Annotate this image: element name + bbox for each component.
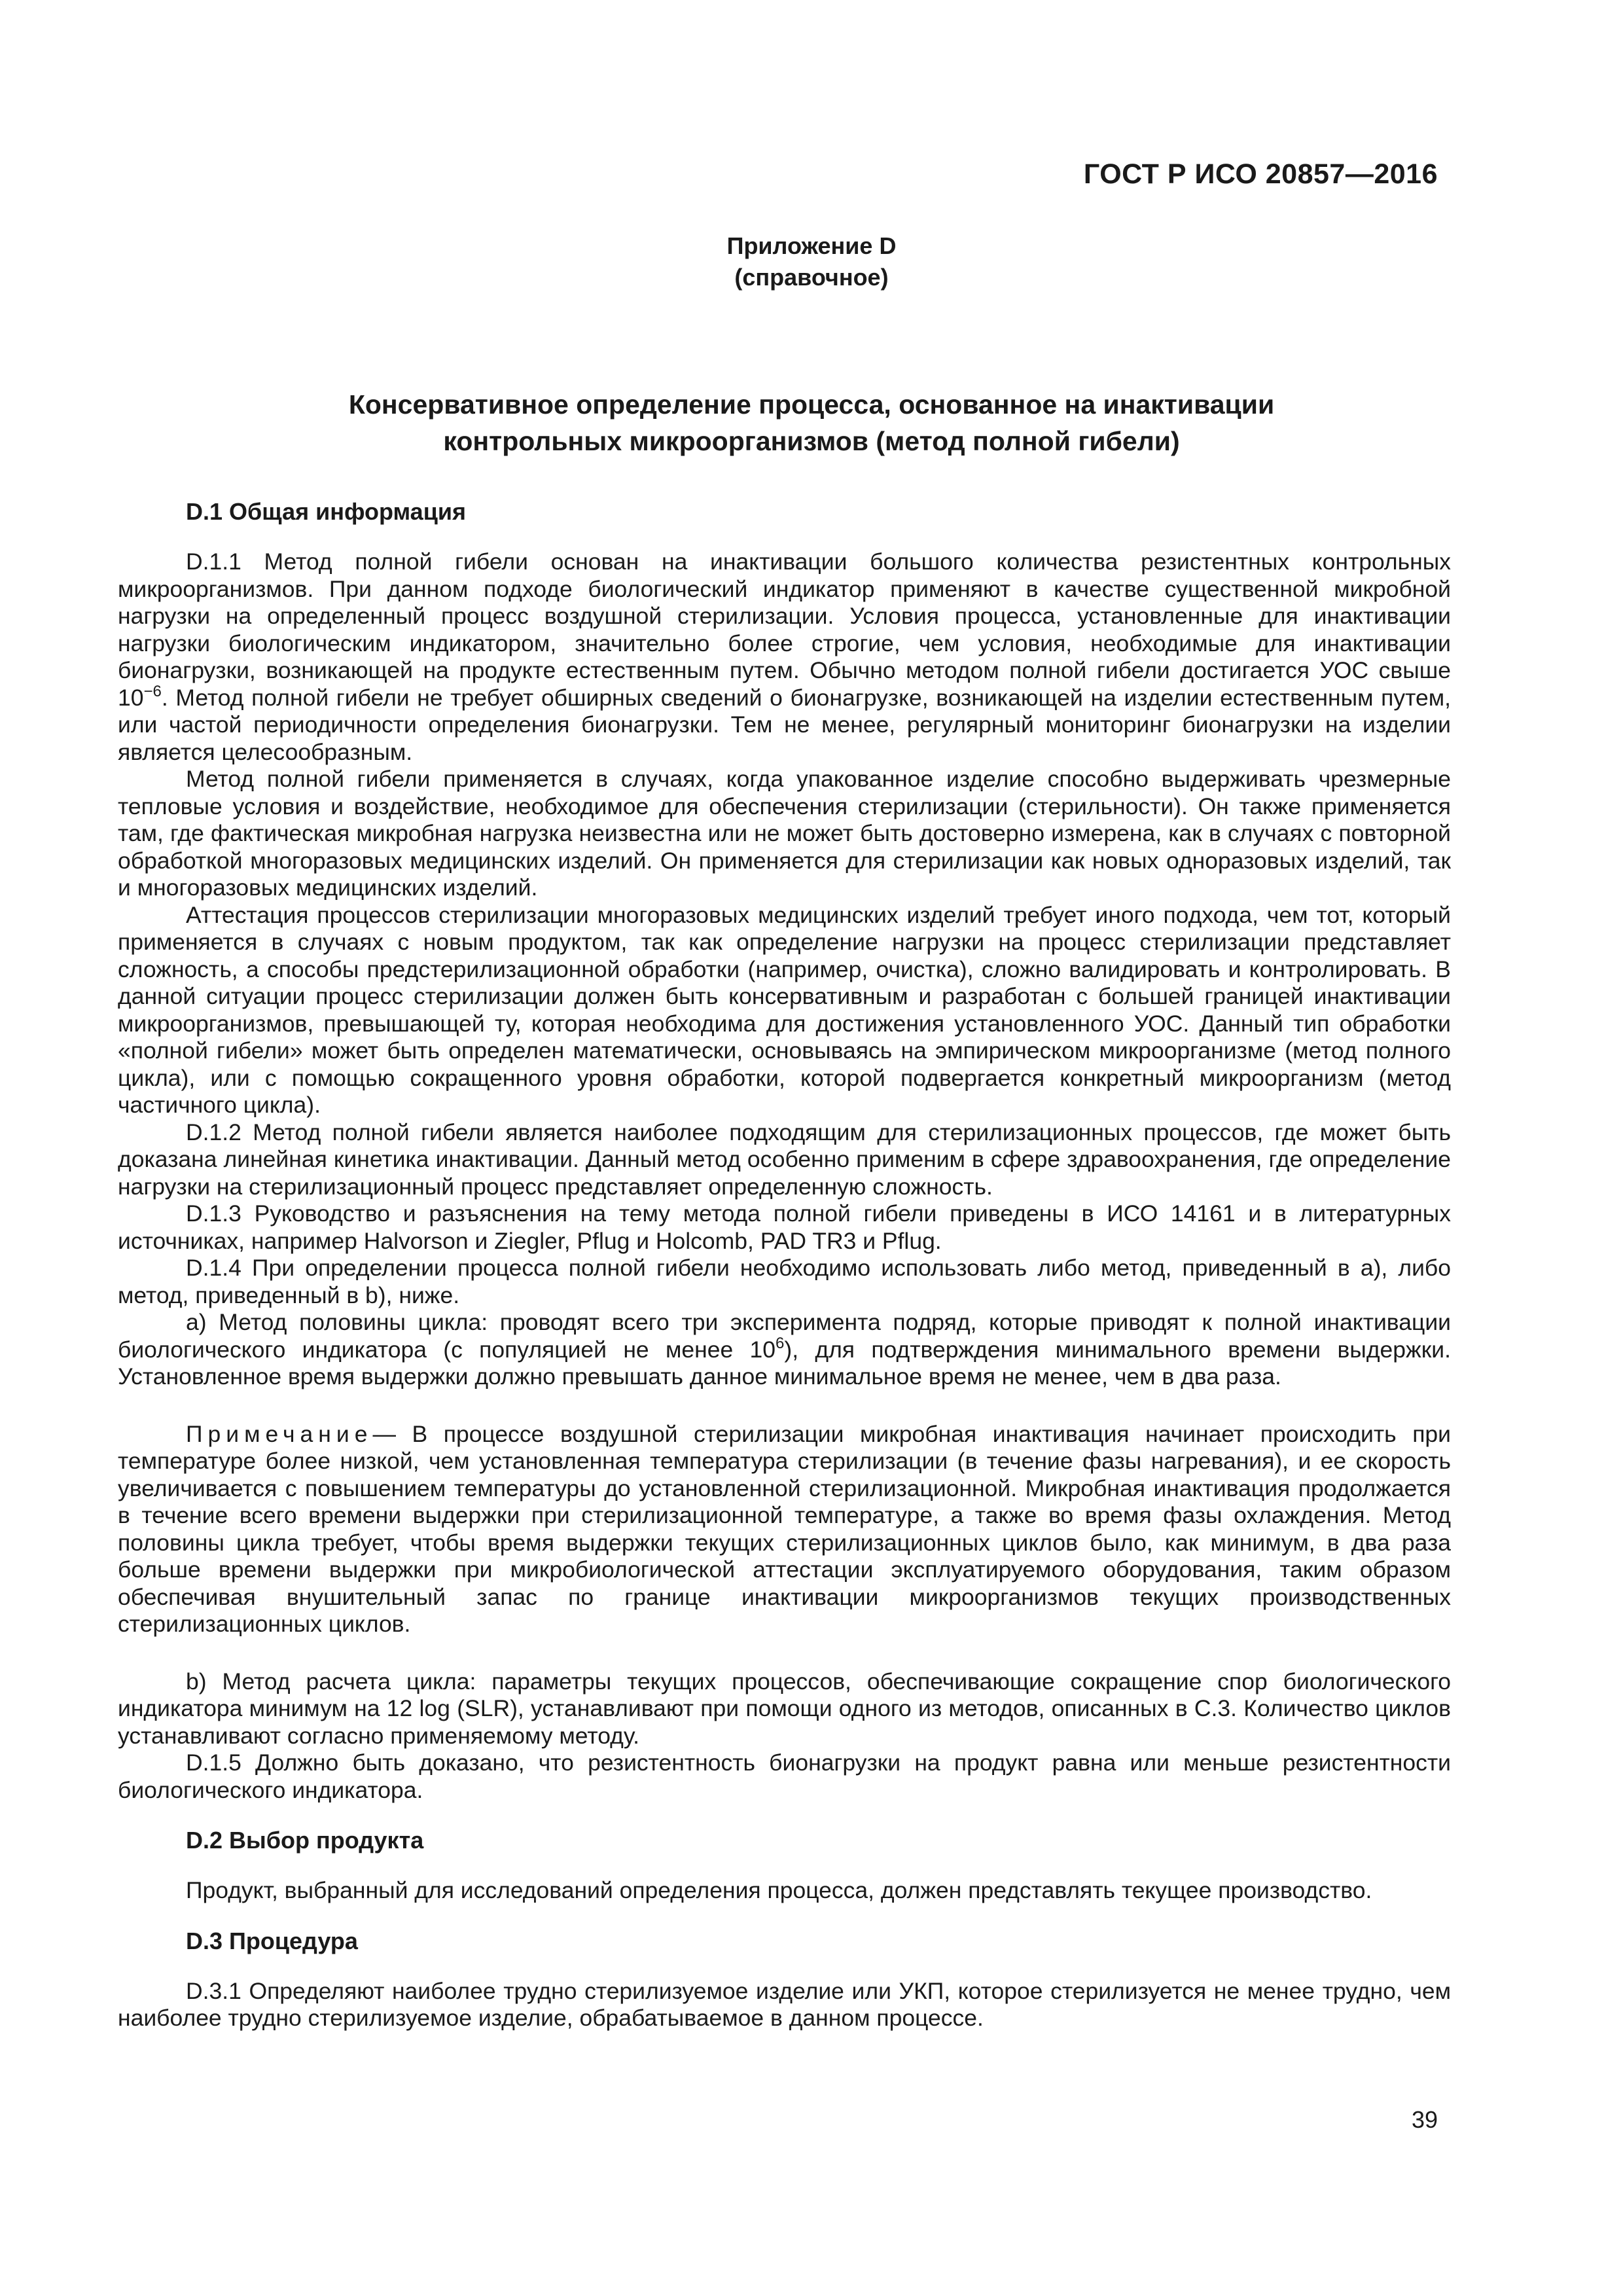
paragraph-d1-5: D.1.5 Должно быть доказано, что резистентность бионагрузки на продукт равна или меньше резистентности биологического индикатора. (118, 1749, 1451, 1803)
section-heading-d1: D.1 Общая информация (186, 498, 466, 525)
note-label: Примечание (186, 1420, 373, 1447)
document-body (118, 497, 1451, 2032)
paragraph-d1-1: D.1.1 Метод полной гибели основан на инактивации большого количества резистентных контрольных микроорганизмов. При данном подходе биологический индикатор применяют в качестве существенной микробной нагрузки на определенный процесс воздушной стерилизации. Условия процесса, установленные для инактивации нагрузки биологическим индикатором, значительно более строгие, чем условия, необходимые для инактивации бионагрузки, возникающей на продукте естественным путем. Обычно методом полной гибели достигается УОС свыше $10^{-6}$. Метод полной гибели не требует обширных сведений о бионагрузке, возникающей на изделии естественным путем, или частой периодичности определения бионагрузки. Тем не менее, регулярный мониторинг бионагрузки на изделии является целесообразным. (118, 548, 1451, 765)
appendix-title (0, 386, 1623, 459)
document-code-header: ГОСТ Р ИСО 20857—2016 (1083, 158, 1438, 190)
appendix-type: (справочное) (734, 264, 889, 291)
title-line-1: Консервативное определение процесса, основанное на инактивации (348, 389, 1275, 420)
paragraph-d3-1: D.3.1 Определяют наиболее трудно стерилизуемое изделие или УКП, которое стерилизуется не менее трудно, чем наиболее трудно стерилизуемое изделие, обрабатываемое в данном процессе. (118, 1977, 1451, 2031)
paragraph-d2: Продукт, выбранный для исследований определения процесса, должен представлять текущее производство. (186, 1877, 1372, 1903)
paragraph-d1-1-3: Аттестация процессов стерилизации многоразовых медицинских изделий требует иного подхода, чем тот, который применяется в случаях с новым продуктом, так как определение нагрузки на процесс стерилизации представляет сложность, а способы предстерилизационной обработки (например, очистка), сложно валидировать и контролировать. В данной ситуации процесс стерилизации должен быть консервативным и разработан с большей границей инактивации микроорганизмов, превышающей ту, которая необходима для достижения установленного УОС. Данный тип обработки «полной гибели» может быть определен математически, основываясь на эмпирическом микроорганизме (метод полного цикла), или с помощью сокращенного уровня обработки, которой подвергается конкретный микроорганизм (метод частичного цикла). (118, 901, 1451, 1118)
section-heading-d3: D.3 Процедура (186, 1927, 358, 1954)
paragraph-d1-4: D.1.4 При определении процесса полной гибели необходимо использовать либо метод, приведенный в а), либо метод, приведенный в b), ниже. (118, 1255, 1451, 1308)
title-line-2: контрольных микроорганизмов (метод полной гибели) (443, 426, 1180, 456)
paragraph-d1-2: D.1.2 Метод полной гибели является наиболее подходящим для стерилизационных процессов, где может быть доказана линейная кинетика инактивации. Данный метод особенно применим в сфере здравоохранения, где определение нагрузки на стерилизационный процесс представляет определенную сложность. (118, 1119, 1451, 1200)
appendix-label: Приложение D (726, 232, 897, 259)
paragraph-d1-3: D.1.3 Руководство и разъяснения на тему метода полной гибели приведены в ИСО 14161 и в литературных источниках, например Halvorson и Ziegler, Pflug и Holcomb, PAD TR3 и Pflug. (118, 1200, 1451, 1254)
paragraph-d1-4-a: a) Метод половины цикла: проводят всего три эксперимента подряд, которые приводят к полной инактивации биологического индикатора (с популяцией не менее $10^6$), для подтверждения минимального времени выдержки. Установленное время выдержки должно превышать данное минимальное время не менее, чем в два раза. (118, 1309, 1451, 1390)
appendix-heading (0, 230, 1623, 293)
paragraph-d1-4-b: b) Метод расчета цикла: параметры текущих процессов, обеспечивающие сокращение спор биологического индикатора минимум на 12 log (SLR), устанавливают при помощи одного из методов, описанных в С.3. Количество циклов устанавливают согласно применяемому методу. (118, 1668, 1451, 1749)
page-number: 39 (1411, 2106, 1438, 2133)
note-paragraph: Примечание— В процессе воздушной стерилизации микробная инактивация начинает происходить при температуре более низкой, чем установленная температура стерилизации (в течение фазы нагревания), и ее скорость увеличивается с повышением температуры до установленной стерилизационной. Микробная инактивация продолжается в течение всего времени выдержки при стерилизационной температуре, а также во время фазы охлаждения. Метод половины цикла требует, чтобы время выдержки текущих стерилизационных циклов было, как минимум, в два раза больше времени выдержки при микробиологической аттестации эксплуатируемого оборудования, таким образом обеспечивая внушительный запас по границе инактивации микроорганизмов текущих производственных стерилизационных циклов. (118, 1420, 1451, 1637)
section-heading-d2: D.2 Выбор продукта (186, 1827, 424, 1854)
paragraph-d1-1-2: Метод полной гибели применяется в случаях, когда упакованное изделие способно выдерживать чрезмерные тепловые условия и воздействие, необходимое для обеспечения стерилизации (стерильности). Он также применяется там, где фактическая микробная нагрузка неизвестна или не может быть достоверно измерена, как в случаях с повторной обработкой многоразовых медицинских изделий. Он применяется для стерилизации как новых одноразовых изделий, так и многоразовых медицинских изделий. (118, 766, 1451, 901)
